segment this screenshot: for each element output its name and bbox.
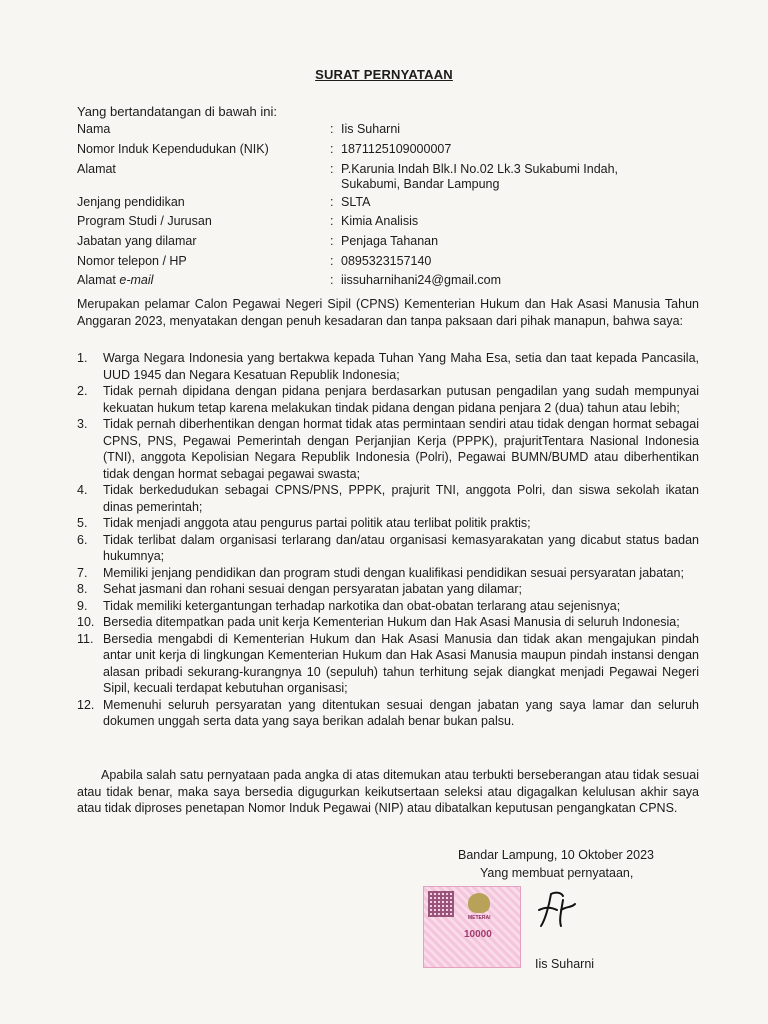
- field-value: [341, 162, 671, 192]
- list-item: [77, 482, 699, 515]
- item-text: Tidak menjadi anggota atau pengurus partai politik atau terlibat politik praktis;: [103, 516, 531, 530]
- qr-code-icon: [428, 891, 454, 917]
- maker-label: Yang membuat pernyataan,: [480, 866, 634, 880]
- field-label: Alamat: [77, 162, 116, 176]
- item-text: Tidak memiliki ketergantungan terhadap narkotika dan obat-obatan terlarang atau sejenisnya;: [103, 598, 621, 613]
- garuda-emblem-icon: [468, 893, 490, 913]
- field-label: Nomor Induk Kependudukan (NIK): [77, 142, 269, 156]
- stamp-amount: 10000: [464, 929, 492, 940]
- field-value: iissuharnihani24@gmail.com: [341, 273, 501, 287]
- item-text: Bersedia ditempatkan pada unit kerja Kementerian Hukum dan Hak Asasi Manusia di seluruh Indonesia;: [103, 615, 680, 629]
- field-colon: :: [330, 162, 334, 176]
- item-number: 5.: [77, 516, 88, 530]
- item-number: 1.: [77, 351, 88, 365]
- field-value: Kimia Analisis: [341, 214, 419, 228]
- item-number: 12.: [77, 697, 95, 712]
- list-item: [77, 631, 699, 697]
- list-item: [77, 598, 699, 615]
- letter-title: SURAT PERNYATAAN: [315, 67, 453, 82]
- list-item: [77, 383, 699, 416]
- list-item: [77, 532, 699, 565]
- list-item: [77, 416, 699, 482]
- field-label: Jenjang pendidikan: [77, 195, 185, 209]
- stamp-label: METERAI: [468, 915, 491, 921]
- address-line-2: Sukabumi, Bandar Lampung: [341, 177, 500, 191]
- field-label: [77, 273, 153, 287]
- item-number: 7.: [77, 565, 88, 580]
- intro-line: Yang bertandatangan di bawah ini:: [77, 104, 277, 119]
- field-colon: :: [330, 142, 334, 156]
- item-text: Memiliki jenjang pendidikan dan program studi dengan kualifikasi pendidikan sesuai persyaratan jabatan;: [103, 565, 684, 580]
- field-colon: :: [330, 234, 334, 248]
- item-text: Warga Negara Indonesia yang bertakwa kepada Tuhan Yang Maha Esa, setia dan taat kepada Pancasila, UUD 1945 dan Negara Kesatuan Republik Indonesia;: [103, 351, 699, 382]
- place-date: Bandar Lampung, 10 Oktober 2023: [458, 848, 654, 862]
- item-number: 9.: [77, 598, 88, 613]
- item-number: 8.: [77, 582, 88, 596]
- item-number: 4.: [77, 483, 88, 497]
- item-number: 10.: [77, 615, 95, 629]
- list-item: [77, 614, 699, 631]
- list-item: [77, 515, 699, 532]
- meterai-stamp: [423, 886, 521, 968]
- item-text: Tidak pernah dipidana dengan pidana penjara berdasarkan putusan pengadilan yang sudah mempunyai kekuatan hukum tetap karena melakukan tindak pidana dengan pidana penjara 2 (dua) tahun atau lebih;: [103, 384, 699, 415]
- field-value: Iis Suharni: [341, 122, 401, 136]
- field-value: 1871125109000007: [341, 142, 452, 156]
- item-text: Memenuhi seluruh persyaratan yang ditentukan sesuai dengan jabatan yang saya lamar dan seluruh dokumen unggah serta data yang saya berikan adalah benar bukan palsu.: [103, 697, 699, 728]
- field-label: Nomor telepon / HP: [77, 254, 187, 268]
- item-number: 3.: [77, 417, 88, 431]
- item-number: 6.: [77, 532, 88, 547]
- field-colon: :: [330, 195, 334, 209]
- item-number: 2.: [77, 384, 88, 398]
- closing-paragraph: Apabila salah satu pernyataan pada angka di atas ditemukan atau terbukti berseberangan atau tidak sesuai atau tidak benar, maka saya bersedia digugurkan keikutsertaan seleksi atau digagalkan kelulusan akhir saya atau tidak diproses penetapan Nomor Induk Pegawai (NIP) atau dibatalkan keputusan pengangkatan CPNS.: [77, 768, 699, 815]
- signer-name: Iis Suharni: [535, 957, 595, 971]
- opening-paragraph: Merupakan pelamar Calon Pegawai Negeri Sipil (CPNS) Kementerian Hukum dan Hak Asasi Manusia Tahun Anggaran 2023, menyatakan dengan penuh kesadaran dan tanpa paksaan dari pihak manapun, bahwa saya:: [77, 297, 699, 328]
- list-item: [77, 697, 699, 730]
- list-item: [77, 581, 699, 598]
- field-colon: :: [330, 214, 334, 228]
- field-label: Nama: [77, 122, 111, 136]
- field-label: Jabatan yang dilamar: [77, 234, 197, 248]
- list-item: [77, 565, 699, 582]
- item-number: 11.: [77, 631, 94, 646]
- item-text: Sehat jasmani dan rohani sesuai dengan persyaratan jabatan yang dilamar;: [103, 582, 523, 596]
- field-colon: :: [330, 273, 334, 287]
- handwritten-signature: [537, 888, 577, 932]
- field-value: 0895323157140: [341, 254, 432, 268]
- list-item: [77, 350, 699, 383]
- item-text: Tidak terlibat dalam organisasi terlarang dan/atau organisasi kemasyarakatan yang dicabut status badan hukumnya;: [103, 532, 699, 563]
- item-text: Tidak berkedudukan sebagai CPNS/PNS, PPPK, prajurit TNI, anggota Polri, dan siswa sekolah ikatan dinas pemerintah;: [103, 483, 699, 514]
- field-label-text: Alamat: [77, 273, 116, 287]
- field-label: Program Studi / Jurusan: [77, 214, 212, 228]
- field-value: Penjaga Tahanan: [341, 234, 439, 248]
- address-line-1: P.Karunia Indah Blk.I No.02 Lk.3 Sukabumi Indah,: [341, 162, 619, 176]
- field-colon: :: [330, 254, 334, 268]
- field-value: SLTA: [341, 195, 371, 209]
- item-text: Tidak pernah diberhentikan dengan hormat tidak atas permintaan sendiri atau tidak dengan hormat sebagai CPNS, PNS, Pegawai Pemerintah dengan Perjanjian Kerja (PPPK), prajuritTentara Nasional Indonesia (TNI), anggota Kepolisian Negara Republik Indonesia (Polri), Pegawai BUMN/BUMD atau diberhentikan tidak dengan hormat sebagai pegawai swasta;: [103, 417, 699, 481]
- field-colon: :: [330, 122, 334, 136]
- field-label-italic: e-mail: [119, 273, 154, 287]
- item-text: Bersedia mengabdi di Kementerian Hukum dan Hak Asasi Manusia dan tidak akan mengajukan pindah antar unit kerja di lingkungan Kementerian Hukum dan Hak Asasi Manusia maupun pindah instansi dengan alasan pribadi sekurang-kurangnya 10 (sepuluh) tahun terhitung sejak diangkat menjadi Pegawai Negeri Sipil, kecuali terdapat kebutuhan organisasi;: [103, 631, 699, 695]
- statement-list: [77, 350, 699, 730]
